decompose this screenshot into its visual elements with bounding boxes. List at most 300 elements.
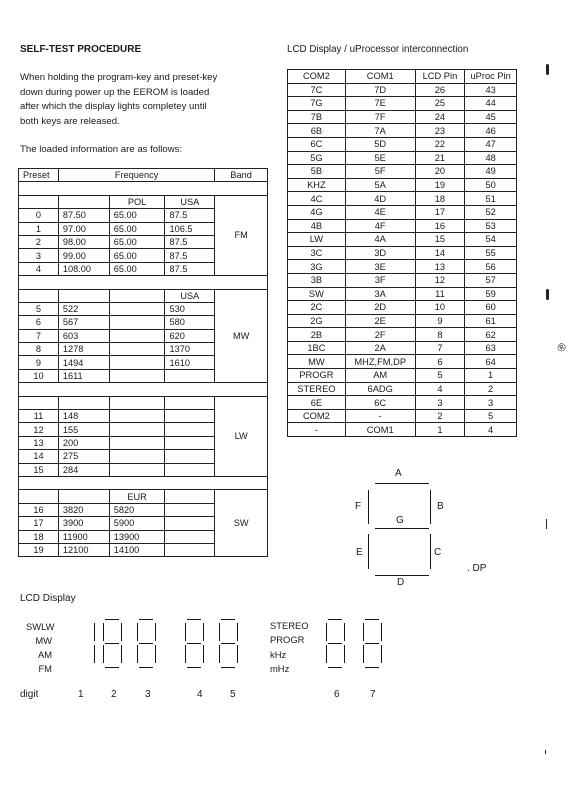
seg-label-e: E <box>356 547 363 558</box>
lcd-label-mw: MW <box>35 635 52 646</box>
freq-cell <box>109 450 165 463</box>
com1-cell: 4F <box>345 219 415 233</box>
empty-cell <box>19 289 59 302</box>
seg-label-dp: . DP <box>467 563 487 574</box>
lcd-label-stereo: STEREO <box>270 620 309 631</box>
table-row <box>288 382 517 396</box>
com2-cell: PROGR <box>288 369 346 383</box>
table-row <box>288 396 517 410</box>
uproc-pin-cell: 60 <box>465 301 517 315</box>
freq-cell: 620 <box>165 329 215 342</box>
com2-cell: 6E <box>288 396 346 410</box>
lcd-pin-cell: 3 <box>415 396 465 410</box>
preset-cell: 0 <box>19 209 59 222</box>
preset-cell: 16 <box>19 503 59 516</box>
com2-cell: 7G <box>288 97 346 111</box>
freq-cell <box>165 369 215 382</box>
freq-cell: 580 <box>165 316 215 329</box>
lcd-segment <box>203 645 204 663</box>
lcd-segment <box>363 623 364 641</box>
lcd-segment <box>328 619 342 620</box>
empty-cell <box>19 396 59 409</box>
lcd-segment <box>103 623 104 641</box>
uproc-pin-cell: 62 <box>465 328 517 342</box>
lcd-segment <box>221 643 235 644</box>
preset-cell: 17 <box>19 517 59 530</box>
freq-cell: 1610 <box>165 356 215 369</box>
lcd-pin-cell: 5 <box>415 369 465 383</box>
freq-cell <box>109 343 165 356</box>
uproc-pin-header: uProc Pin <box>465 70 517 84</box>
lcd-segment <box>187 667 201 668</box>
seg-label-f: F <box>355 501 362 512</box>
freq-cell: 155 <box>58 423 109 436</box>
freq-cell: 87.5 <box>165 249 215 262</box>
lcd-interconnect-heading: LCD Display / uProcessor interconnection <box>287 44 469 55</box>
lcd-pin-cell: 9 <box>415 314 465 328</box>
lcd-pin-cell: 20 <box>415 165 465 179</box>
lcd-pin-cell: 6 <box>415 355 465 369</box>
uproc-pin-cell: 50 <box>465 178 517 192</box>
lcd-label-mhz: mHz <box>270 663 290 675</box>
lcd-pin-cell: 19 <box>415 178 465 192</box>
digit-number: 1 <box>78 689 84 700</box>
table-row <box>288 233 517 247</box>
freq-cell: 5900 <box>109 517 165 530</box>
uproc-pin-cell: 46 <box>465 124 517 138</box>
lcd-label-khz: kHz <box>270 648 287 660</box>
freq-cell: 11900 <box>58 530 109 543</box>
digit-number: 4 <box>197 689 203 700</box>
paragraph-line: after which the display lights completey until <box>20 101 207 113</box>
empty-cell <box>19 195 59 208</box>
uproc-pin-cell: 63 <box>465 341 517 355</box>
table-row <box>288 287 517 301</box>
lcd-pin-cell: 17 <box>415 205 465 219</box>
lcd-pin-cell: 23 <box>415 124 465 138</box>
lcd-segment <box>381 623 382 641</box>
segment-c <box>430 534 431 569</box>
com1-header: COM1 <box>345 70 415 84</box>
pol-subheader: POL <box>109 195 165 208</box>
lcd-pin-cell: 2 <box>415 409 465 423</box>
freq-cell <box>109 463 165 476</box>
com2-cell: - <box>288 423 346 437</box>
preset-cell: 8 <box>19 343 59 356</box>
com1-cell: 2E <box>345 314 415 328</box>
lcd-segment <box>381 645 382 663</box>
table-row <box>288 273 517 287</box>
lcd-left-labels <box>26 620 55 676</box>
freq-cell: 99.00 <box>58 249 109 262</box>
com1-cell: 4E <box>345 205 415 219</box>
self-test-paragraph <box>20 71 270 129</box>
seg-label-c: C <box>434 547 442 558</box>
com2-cell: 4B <box>288 219 346 233</box>
freq-cell <box>165 410 215 423</box>
lcd-label-am: AM <box>37 649 52 660</box>
uproc-pin-cell: 64 <box>465 355 517 369</box>
freq-cell <box>165 463 215 476</box>
com2-cell: 2G <box>288 314 346 328</box>
com2-cell: MW <box>288 355 346 369</box>
com1-cell: 2D <box>345 301 415 315</box>
seg-label-b: B <box>437 501 444 512</box>
paragraph-line: both keys are released. <box>20 115 120 127</box>
band-mw: MW <box>215 289 268 383</box>
table-row <box>288 151 517 165</box>
empty-cell <box>109 396 165 409</box>
freq-cell: 275 <box>58 450 109 463</box>
table-row <box>288 409 517 423</box>
preset-cell: 12 <box>19 423 59 436</box>
preset-frequency-table <box>18 168 268 557</box>
com2-cell: 7B <box>288 110 346 124</box>
digit-number: 2 <box>111 689 117 700</box>
lcd-segment <box>203 623 204 641</box>
freq-cell: 603 <box>58 329 109 342</box>
com2-cell: KHZ <box>288 178 346 192</box>
lcd-interconnect-table <box>287 69 517 437</box>
lcd-segment <box>219 645 220 663</box>
lcd-segment <box>328 643 342 644</box>
lcd-segment <box>219 623 220 641</box>
lcd-segment <box>185 645 186 663</box>
com1-cell: 2F <box>345 328 415 342</box>
margin-mark <box>546 64 549 75</box>
margin-mark <box>545 750 546 754</box>
table-row <box>288 83 517 97</box>
empty-cell <box>19 490 59 503</box>
freq-cell: 3820 <box>58 503 109 516</box>
table-row <box>288 423 517 437</box>
freq-cell <box>109 369 165 382</box>
freq-cell: 87.50 <box>58 209 109 222</box>
uproc-pin-cell: 53 <box>465 219 517 233</box>
table-row <box>288 178 517 192</box>
lcd-segment <box>344 645 345 663</box>
seg-label-a: A <box>395 468 402 479</box>
lcd-pin-cell: 8 <box>415 328 465 342</box>
band-lw: LW <box>215 396 268 476</box>
freq-cell: 530 <box>165 302 215 315</box>
uproc-pin-cell: 51 <box>465 192 517 206</box>
paragraph-line: When holding the program-key and preset-key <box>20 72 218 83</box>
freq-cell: 65.00 <box>109 235 165 248</box>
empty-cell <box>165 490 215 503</box>
lcd-segment <box>344 623 345 641</box>
digit-number: 7 <box>370 689 376 700</box>
lcd-pin-cell: 7 <box>415 341 465 355</box>
com2-cell: 3B <box>288 273 346 287</box>
com1-cell: 3E <box>345 260 415 274</box>
lcd-label-swlw: SWLW <box>26 621 55 632</box>
lcd-pin-cell: 26 <box>415 83 465 97</box>
preset-cell: 2 <box>19 235 59 248</box>
lcd-display-title: LCD Display <box>20 593 76 604</box>
freq-cell: 3900 <box>58 517 109 530</box>
lcd-segment <box>363 645 364 663</box>
lcd-segment <box>365 619 379 620</box>
com2-cell: STEREO <box>288 382 346 396</box>
segment-b <box>430 490 431 524</box>
band-sw: SW <box>215 490 268 557</box>
preset-cell: 18 <box>19 530 59 543</box>
com2-cell: 5G <box>288 151 346 165</box>
usa-subheader: USA <box>165 289 215 302</box>
spacer-row <box>19 476 268 489</box>
lcd-pin-cell: 18 <box>415 192 465 206</box>
lcd-pin-cell: 12 <box>415 273 465 287</box>
digit-number: 6 <box>334 689 340 700</box>
lcd-label-fm: FM <box>38 663 52 674</box>
com2-cell: 6C <box>288 137 346 151</box>
freq-cell: 87.5 <box>165 235 215 248</box>
com1-cell: 4D <box>345 192 415 206</box>
freq-cell <box>165 450 215 463</box>
freq-cell: 1611 <box>58 369 109 382</box>
lcd-pin-cell: 21 <box>415 151 465 165</box>
com2-cell: 2C <box>288 301 346 315</box>
uproc-pin-cell: 4 <box>465 423 517 437</box>
freq-cell: 13900 <box>109 530 165 543</box>
freq-cell <box>109 356 165 369</box>
uproc-pin-cell: 5 <box>465 409 517 423</box>
table-row <box>288 97 517 111</box>
lcd-pin-cell: 14 <box>415 246 465 260</box>
lcd-segment <box>185 623 186 641</box>
table-row <box>288 328 517 342</box>
com1-cell: MHZ,FM,DP <box>345 355 415 369</box>
lcd-segment <box>221 619 235 620</box>
uproc-pin-cell: 59 <box>465 287 517 301</box>
table-row <box>288 219 517 233</box>
com2-cell: 4C <box>288 192 346 206</box>
lcd-segment <box>365 643 379 644</box>
preset-cell: 14 <box>19 450 59 463</box>
freq-cell: 65.00 <box>109 209 165 222</box>
band-header: Band <box>215 169 268 182</box>
table-row <box>288 369 517 383</box>
preset-cell: 5 <box>19 302 59 315</box>
preset-cell: 11 <box>19 410 59 423</box>
lcd-segment <box>328 667 342 668</box>
uproc-pin-cell: 45 <box>465 110 517 124</box>
segment-diagram <box>337 468 517 588</box>
margin-mark <box>546 289 549 300</box>
preset-cell: 7 <box>19 329 59 342</box>
lcd-right-labels <box>270 619 309 677</box>
lcd-pin-cell: 16 <box>415 219 465 233</box>
freq-cell <box>165 436 215 449</box>
lcd-segment <box>103 645 104 663</box>
segment-g <box>375 528 429 529</box>
com2-cell: COM2 <box>288 409 346 423</box>
table-row <box>288 137 517 151</box>
segment-d <box>375 575 429 576</box>
com1-cell: - <box>345 409 415 423</box>
uproc-pin-cell: 55 <box>465 246 517 260</box>
lcd-segment <box>187 619 201 620</box>
freq-cell: 65.00 <box>109 222 165 235</box>
lcd-segment <box>221 667 235 668</box>
empty-cell <box>165 396 215 409</box>
lcd-segment <box>326 645 327 663</box>
digit-number: 3 <box>145 689 151 700</box>
com2-cell: LW <box>288 233 346 247</box>
preset-cell: 9 <box>19 356 59 369</box>
self-test-heading: SELF-TEST PROCEDURE <box>20 44 142 55</box>
com2-cell: 6B <box>288 124 346 138</box>
segment-e <box>368 534 369 569</box>
preset-cell: 3 <box>19 249 59 262</box>
table-row <box>288 301 517 315</box>
com1-cell: 5A <box>345 178 415 192</box>
empty-cell <box>109 289 165 302</box>
preset-header: Preset <box>19 169 59 182</box>
lcd-segment <box>121 623 122 641</box>
com2-cell: 3G <box>288 260 346 274</box>
lcd-segment <box>365 667 379 668</box>
table-row <box>288 314 517 328</box>
lcd-segment <box>94 645 95 663</box>
lcd-segment <box>139 643 153 644</box>
uproc-pin-cell: 47 <box>465 137 517 151</box>
freq-cell: 106.5 <box>165 222 215 235</box>
com2-cell: 4G <box>288 205 346 219</box>
empty-cell <box>58 490 109 503</box>
uproc-pin-cell: 54 <box>465 233 517 247</box>
com1-cell: 7A <box>345 124 415 138</box>
freq-cell: 567 <box>58 316 109 329</box>
uproc-pin-cell: 3 <box>465 396 517 410</box>
com1-cell: 6ADG <box>345 382 415 396</box>
freq-cell <box>109 316 165 329</box>
com1-cell: 5F <box>345 165 415 179</box>
uproc-pin-cell: 57 <box>465 273 517 287</box>
seg-label-d: D <box>397 577 405 588</box>
lcd-segment <box>105 643 119 644</box>
freq-cell: 98.00 <box>58 235 109 248</box>
table-row <box>288 192 517 206</box>
spacer-row <box>19 383 268 396</box>
frequency-header: Frequency <box>58 169 214 182</box>
table-row <box>288 260 517 274</box>
com2-cell: 2B <box>288 328 346 342</box>
registration-mark: ® <box>555 340 569 356</box>
usa-subheader: USA <box>165 195 215 208</box>
uproc-pin-cell: 48 <box>465 151 517 165</box>
lcd-pin-header: LCD Pin <box>415 70 465 84</box>
com1-cell: 3F <box>345 273 415 287</box>
lcd-pin-cell: 4 <box>415 382 465 396</box>
lcd-pin-cell: 25 <box>415 97 465 111</box>
preset-cell: 13 <box>19 436 59 449</box>
freq-cell <box>109 302 165 315</box>
margin-mark <box>546 519 547 529</box>
empty-cell <box>58 289 109 302</box>
freq-cell: 284 <box>58 463 109 476</box>
preset-cell: 19 <box>19 543 59 556</box>
com2-cell: 1BC <box>288 341 346 355</box>
lcd-pin-cell: 1 <box>415 423 465 437</box>
freq-cell: 108.00 <box>58 262 109 275</box>
table-row <box>288 110 517 124</box>
freq-cell: 1494 <box>58 356 109 369</box>
com1-cell: 2A <box>345 341 415 355</box>
lcd-segment <box>139 619 153 620</box>
freq-cell <box>165 517 215 530</box>
uproc-pin-cell: 1 <box>465 369 517 383</box>
com1-cell: 5E <box>345 151 415 165</box>
uproc-pin-cell: 2 <box>465 382 517 396</box>
freq-cell <box>165 530 215 543</box>
freq-cell: 1370 <box>165 343 215 356</box>
lcd-segment <box>155 645 156 663</box>
uproc-pin-cell: 56 <box>465 260 517 274</box>
freq-cell: 87.5 <box>165 262 215 275</box>
uproc-pin-cell: 44 <box>465 97 517 111</box>
table-row <box>288 246 517 260</box>
paragraph-line: down during power up the EEROM is loaded <box>20 86 210 98</box>
com1-cell: 7F <box>345 110 415 124</box>
digit-label: digit <box>20 689 39 700</box>
freq-cell <box>109 329 165 342</box>
com2-header: COM2 <box>288 70 346 84</box>
uproc-pin-cell: 43 <box>465 83 517 97</box>
lcd-segment <box>137 645 138 663</box>
band-fm: FM <box>215 195 268 275</box>
eur-subheader: EUR <box>109 490 165 503</box>
lcd-segment <box>121 645 122 663</box>
freq-cell <box>109 410 165 423</box>
segment-f <box>368 490 369 524</box>
freq-cell: 12100 <box>58 543 109 556</box>
lcd-pin-cell: 10 <box>415 301 465 315</box>
empty-cell <box>58 396 109 409</box>
freq-cell: 1278 <box>58 343 109 356</box>
digit-number: 5 <box>230 689 236 700</box>
table-row <box>288 205 517 219</box>
preset-cell: 6 <box>19 316 59 329</box>
com2-cell: 5B <box>288 165 346 179</box>
lcd-segment <box>155 623 156 641</box>
table-row <box>288 355 517 369</box>
preset-cell: 1 <box>19 222 59 235</box>
com2-cell: 7C <box>288 83 346 97</box>
lcd-segment <box>326 623 327 641</box>
lcd-pin-cell: 22 <box>415 137 465 151</box>
freq-cell <box>109 436 165 449</box>
uproc-pin-cell: 52 <box>465 205 517 219</box>
com1-cell: COM1 <box>345 423 415 437</box>
com1-cell: 3D <box>345 246 415 260</box>
com1-cell: AM <box>345 369 415 383</box>
com1-cell: 7D <box>345 83 415 97</box>
freq-cell: 14100 <box>109 543 165 556</box>
com2-cell: SW <box>288 287 346 301</box>
uproc-pin-cell: 61 <box>465 314 517 328</box>
com1-cell: 5D <box>345 137 415 151</box>
table-row <box>288 341 517 355</box>
table-row <box>288 124 517 138</box>
lcd-segment <box>137 623 138 641</box>
freq-cell: 148 <box>58 410 109 423</box>
preset-cell: 10 <box>19 369 59 382</box>
lcd-segment <box>105 619 119 620</box>
lcd-pin-cell: 24 <box>415 110 465 124</box>
lcd-pin-cell: 15 <box>415 233 465 247</box>
